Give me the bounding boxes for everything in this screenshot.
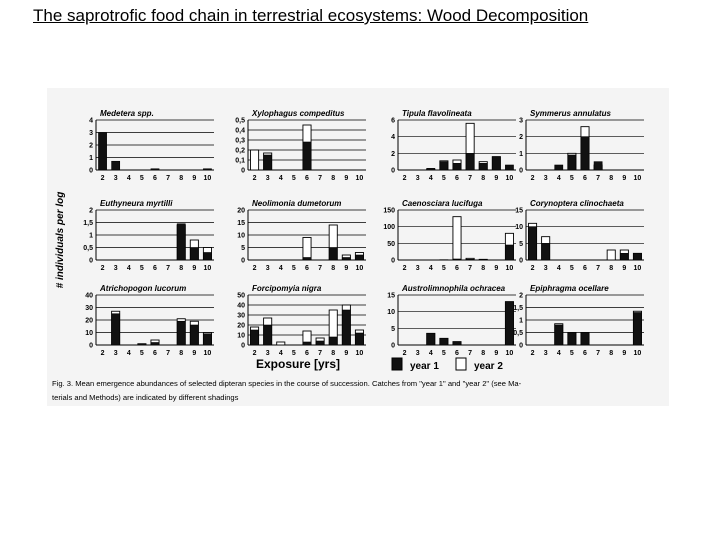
- x-tick-label: 9: [622, 265, 627, 272]
- bar-year1: [568, 155, 576, 170]
- panel-title: Corynoptera clinochaeta: [530, 199, 624, 208]
- y-tick-label: 0,5: [83, 245, 93, 252]
- x-tick-label: 10: [505, 175, 514, 182]
- x-tick-label: 3: [265, 350, 270, 357]
- y-tick-label: 2: [89, 207, 93, 215]
- x-tick-label: 4: [428, 350, 433, 357]
- x-tick-label: 3: [543, 175, 548, 182]
- x-tick-label: 3: [113, 265, 118, 272]
- x-tick-label: 8: [609, 350, 614, 357]
- x-tick-label: 3: [415, 175, 420, 182]
- legend-label-year1: year 1: [410, 361, 439, 372]
- y-tick-label: 1: [519, 317, 523, 325]
- bar-year1: [427, 333, 435, 345]
- y-tick-label: 6: [391, 117, 395, 125]
- y-tick-label: 20: [237, 207, 245, 215]
- bar-year1: [633, 313, 641, 346]
- bar-year1: [264, 155, 272, 170]
- y-tick-label: 0: [241, 342, 245, 350]
- x-tick-label: 6: [305, 175, 309, 182]
- panel-title: Neolimonia dumetorum: [252, 199, 342, 208]
- y-tick-label: 3: [89, 130, 93, 137]
- y-tick-label: 40: [85, 292, 93, 300]
- x-tick-label: 5: [441, 175, 446, 182]
- bar-year1: [112, 161, 120, 170]
- x-tick-label: 10: [633, 265, 642, 272]
- bar-year1: [505, 165, 513, 170]
- x-tick-label: 7: [166, 265, 171, 272]
- x-tick-label: 5: [139, 175, 144, 182]
- x-tick-label: 5: [291, 265, 296, 272]
- bar-year2: [303, 238, 311, 261]
- bar-year1: [112, 314, 120, 345]
- x-tick-label: 7: [166, 350, 171, 357]
- y-tick-label: 1,5: [83, 220, 93, 227]
- x-tick-label: 9: [494, 175, 499, 182]
- x-tick-label: 3: [265, 175, 270, 182]
- x-tick-label: 4: [126, 175, 131, 182]
- x-tick-label: 6: [153, 350, 157, 357]
- bar-year1: [620, 253, 628, 260]
- y-tick-label: 20: [237, 322, 245, 330]
- x-tick-label: 4: [556, 175, 561, 182]
- x-tick-label: 5: [291, 350, 296, 357]
- bar-year1: [594, 162, 602, 170]
- x-tick-label: 7: [468, 265, 473, 272]
- bar-year2: [250, 150, 258, 170]
- bar-year1: [466, 259, 474, 260]
- x-tick-label: 3: [415, 350, 420, 357]
- x-tick-label: 2: [100, 175, 105, 182]
- y-tick-label: 5: [391, 325, 395, 333]
- y-tick-label: 3: [519, 117, 523, 125]
- x-tick-label: 9: [344, 265, 349, 272]
- y-tick-label: 15: [237, 220, 245, 227]
- bar-year1: [190, 325, 198, 345]
- bar-year1: [342, 310, 350, 345]
- y-tick-label: 4: [89, 117, 93, 125]
- y-tick-label: 0,2: [235, 147, 245, 155]
- bar-year1: [555, 325, 563, 345]
- y-tick-label: 0: [391, 342, 395, 350]
- bar-year2: [277, 342, 285, 345]
- x-tick-label: 2: [402, 350, 407, 357]
- bar-year1: [427, 168, 435, 170]
- x-axis-label: Exposure [yrs]: [255, 357, 341, 371]
- x-tick-label: 9: [192, 175, 197, 182]
- y-tick-label: 0: [241, 257, 245, 265]
- x-tick-label: 3: [415, 265, 420, 272]
- y-tick-label: 0: [519, 257, 523, 265]
- x-tick-label: 6: [583, 175, 587, 182]
- x-tick-label: 3: [265, 265, 270, 272]
- x-tick-label: 6: [583, 350, 587, 357]
- x-tick-label: 2: [530, 175, 535, 182]
- x-tick-label: 7: [318, 265, 323, 272]
- y-tick-label: 0: [89, 257, 93, 265]
- bar-year1: [303, 258, 311, 261]
- bar-year1: [177, 224, 185, 260]
- y-tick-label: 5: [519, 240, 523, 248]
- bar-year1: [479, 163, 487, 170]
- bar-year1: [466, 153, 474, 170]
- x-tick-label: 10: [355, 265, 364, 272]
- x-tick-label: 6: [455, 175, 459, 182]
- x-tick-label: 7: [596, 175, 601, 182]
- bar-year1: [440, 338, 448, 345]
- y-tick-label: 4: [391, 134, 395, 142]
- x-tick-label: 4: [556, 265, 561, 272]
- bar-year1: [151, 343, 159, 346]
- panel-title: Atrichopogon lucorum: [100, 284, 187, 293]
- x-tick-label: 5: [569, 350, 574, 357]
- y-tick-label: 0,4: [235, 127, 245, 135]
- y-tick-label: 50: [237, 292, 245, 300]
- panel-title: Symmerus annulatus: [530, 109, 611, 118]
- caption-line-1: Fig. 3. Mean emergence abundances of selected dipteran species in the course of succession. Catches from "year 1" and "year 2" (see Ma-: [52, 379, 522, 388]
- x-tick-label: 4: [428, 265, 433, 272]
- x-tick-label: 5: [569, 175, 574, 182]
- bar-year1: [264, 325, 272, 345]
- x-tick-label: 7: [468, 350, 473, 357]
- x-tick-label: 2: [252, 175, 257, 182]
- x-tick-label: 8: [331, 265, 336, 272]
- x-tick-label: 4: [278, 175, 283, 182]
- bar-year1: [329, 337, 337, 345]
- bar-year1: [203, 253, 211, 261]
- x-tick-label: 2: [252, 265, 257, 272]
- x-tick-label: 5: [569, 265, 574, 272]
- x-tick-label: 8: [481, 175, 486, 182]
- x-tick-label: 2: [252, 350, 257, 357]
- x-tick-label: 5: [441, 350, 446, 357]
- y-tick-label: 5: [241, 245, 245, 252]
- x-tick-label: 9: [622, 350, 627, 357]
- bar-year1: [151, 169, 159, 170]
- bar-year1: [542, 243, 550, 260]
- x-tick-label: 8: [481, 265, 486, 272]
- x-tick-label: 9: [622, 175, 627, 182]
- y-tick-label: 0,5: [513, 330, 523, 337]
- bar-year2: [479, 259, 487, 260]
- y-tick-label: 0: [89, 167, 93, 175]
- panel-title: Forcipomyia nigra: [252, 284, 322, 293]
- y-tick-label: 2: [391, 150, 395, 158]
- x-tick-label: 9: [494, 350, 499, 357]
- y-tick-label: 0: [519, 342, 523, 350]
- x-tick-label: 7: [318, 350, 323, 357]
- x-tick-label: 8: [331, 175, 336, 182]
- x-tick-label: 10: [203, 265, 212, 272]
- x-tick-label: 5: [441, 265, 446, 272]
- x-tick-label: 7: [318, 175, 323, 182]
- bar-year1: [316, 341, 324, 345]
- bar-year1: [138, 344, 146, 345]
- panel-title: Euthyneura myrtilli: [100, 199, 173, 208]
- x-tick-label: 9: [344, 350, 349, 357]
- bar-year1: [203, 334, 211, 345]
- x-tick-label: 5: [139, 350, 144, 357]
- x-tick-label: 6: [455, 350, 459, 357]
- caption-line-2: terials and Methods) are indicated by different shadings: [52, 393, 239, 402]
- legend-label-year2: year 2: [474, 361, 503, 372]
- y-tick-label: 1,5: [513, 305, 523, 312]
- y-tick-label: 2: [519, 292, 523, 300]
- y-tick-label: 100: [383, 224, 395, 232]
- x-tick-label: 6: [153, 265, 157, 272]
- x-tick-label: 8: [609, 265, 614, 272]
- x-tick-label: 4: [278, 350, 283, 357]
- bar-year2: [607, 250, 615, 260]
- panel-title: Tipula flavolineata: [402, 109, 472, 118]
- bar-year1: [190, 248, 198, 261]
- x-tick-label: 6: [305, 265, 309, 272]
- bar-year1: [329, 248, 337, 261]
- x-tick-label: 2: [100, 265, 105, 272]
- y-tick-label: 10: [515, 224, 523, 232]
- bar-year1: [453, 259, 461, 260]
- x-tick-label: 9: [192, 265, 197, 272]
- x-tick-label: 10: [505, 350, 514, 357]
- y-tick-label: 30: [237, 312, 245, 320]
- x-tick-label: 8: [481, 350, 486, 357]
- x-tick-label: 10: [505, 265, 514, 272]
- x-tick-label: 4: [556, 350, 561, 357]
- bar-year1: [342, 258, 350, 261]
- x-tick-label: 4: [278, 265, 283, 272]
- y-tick-label: 0: [391, 167, 395, 175]
- y-tick-label: 0: [519, 167, 523, 175]
- x-tick-label: 7: [596, 265, 601, 272]
- y-tick-label: 50: [387, 240, 395, 248]
- x-tick-label: 10: [633, 350, 642, 357]
- x-tick-label: 4: [126, 350, 131, 357]
- y-tick-label: 15: [515, 207, 523, 215]
- x-tick-label: 6: [583, 265, 587, 272]
- x-tick-label: 9: [494, 265, 499, 272]
- bar-year1: [528, 227, 536, 260]
- bar-year1: [303, 342, 311, 345]
- y-tick-label: 10: [387, 309, 395, 317]
- x-tick-label: 7: [166, 175, 171, 182]
- bar-year1: [568, 333, 576, 346]
- bar-year1: [250, 330, 258, 345]
- panel-title: Medetera spp.: [100, 109, 154, 118]
- x-tick-label: 3: [543, 350, 548, 357]
- x-tick-label: 9: [192, 350, 197, 357]
- y-tick-label: 0,1: [235, 157, 245, 165]
- x-tick-label: 4: [428, 175, 433, 182]
- x-tick-label: 10: [355, 175, 364, 182]
- bar-year1: [581, 137, 589, 170]
- x-tick-label: 2: [100, 350, 105, 357]
- y-tick-label: 30: [85, 305, 93, 312]
- x-tick-label: 10: [203, 175, 212, 182]
- bar-year1: [555, 165, 563, 170]
- bar-year1: [633, 253, 641, 260]
- x-tick-label: 10: [633, 175, 642, 182]
- x-tick-label: 8: [179, 175, 184, 182]
- bar-year1: [453, 163, 461, 170]
- x-tick-label: 3: [113, 175, 118, 182]
- x-tick-label: 6: [153, 175, 157, 182]
- y-tick-label: 1: [89, 155, 93, 162]
- y-tick-label: 10: [237, 232, 245, 240]
- bar-year1: [505, 245, 513, 260]
- bar-year1: [355, 333, 363, 345]
- figure-background: [47, 88, 669, 406]
- bar-year1: [355, 255, 363, 260]
- x-tick-label: 9: [344, 175, 349, 182]
- x-tick-label: 5: [139, 265, 144, 272]
- y-tick-label: 150: [383, 207, 395, 215]
- y-tick-label: 20: [85, 317, 93, 325]
- y-tick-label: 1: [519, 150, 523, 158]
- x-tick-label: 2: [530, 265, 535, 272]
- y-tick-label: 2: [89, 142, 93, 150]
- x-tick-label: 6: [455, 265, 459, 272]
- y-tick-label: 0: [89, 342, 93, 350]
- x-tick-label: 5: [291, 175, 296, 182]
- bar-year1: [581, 333, 589, 346]
- x-tick-label: 3: [113, 350, 118, 357]
- bar-year1: [98, 133, 106, 171]
- x-tick-label: 7: [596, 350, 601, 357]
- bar-year2: [453, 217, 461, 260]
- x-tick-label: 8: [179, 350, 184, 357]
- x-tick-label: 2: [402, 175, 407, 182]
- x-tick-label: 8: [609, 175, 614, 182]
- x-tick-label: 8: [331, 350, 336, 357]
- y-tick-label: 15: [387, 292, 395, 300]
- x-tick-label: 10: [355, 350, 364, 357]
- bar-year1: [177, 321, 185, 345]
- y-tick-label: 0,5: [235, 117, 245, 125]
- x-tick-label: 3: [543, 265, 548, 272]
- x-tick-label: 6: [305, 350, 309, 357]
- y-tick-label: 40: [237, 302, 245, 310]
- legend-swatch-year2: [456, 358, 466, 370]
- slide-title: The saprotrofic food chain in terrestrial ecosystems: Wood Decomposition: [33, 6, 589, 25]
- panel-title: Epiphragma ocellare: [530, 284, 609, 293]
- x-tick-label: 10: [203, 350, 212, 357]
- bar-year1: [203, 169, 211, 170]
- x-tick-label: 7: [468, 175, 473, 182]
- y-tick-label: 0: [391, 257, 395, 265]
- y-tick-label: 1: [89, 232, 93, 240]
- y-tick-label: 2: [519, 134, 523, 142]
- y-tick-label: 0,3: [235, 137, 245, 145]
- bar-year1: [303, 142, 311, 170]
- x-tick-label: 2: [402, 265, 407, 272]
- y-tick-label: 10: [85, 330, 93, 337]
- panel-title: Caenosciara lucifuga: [402, 199, 483, 208]
- y-tick-label: 0: [241, 167, 245, 175]
- bar-year1: [453, 342, 461, 345]
- x-tick-label: 4: [126, 265, 131, 272]
- panel-title: Austrolimnophila ochracea: [402, 284, 506, 293]
- x-tick-label: 2: [530, 350, 535, 357]
- y-tick-label: 10: [237, 332, 245, 340]
- legend-swatch-year1: [392, 358, 402, 370]
- panel-title: Xylophagus compeditus: [252, 109, 345, 118]
- x-tick-label: 8: [179, 265, 184, 272]
- bar-year1: [492, 157, 500, 170]
- bar-year1: [440, 162, 448, 170]
- y-axis-label: # individuals per log: [55, 191, 66, 289]
